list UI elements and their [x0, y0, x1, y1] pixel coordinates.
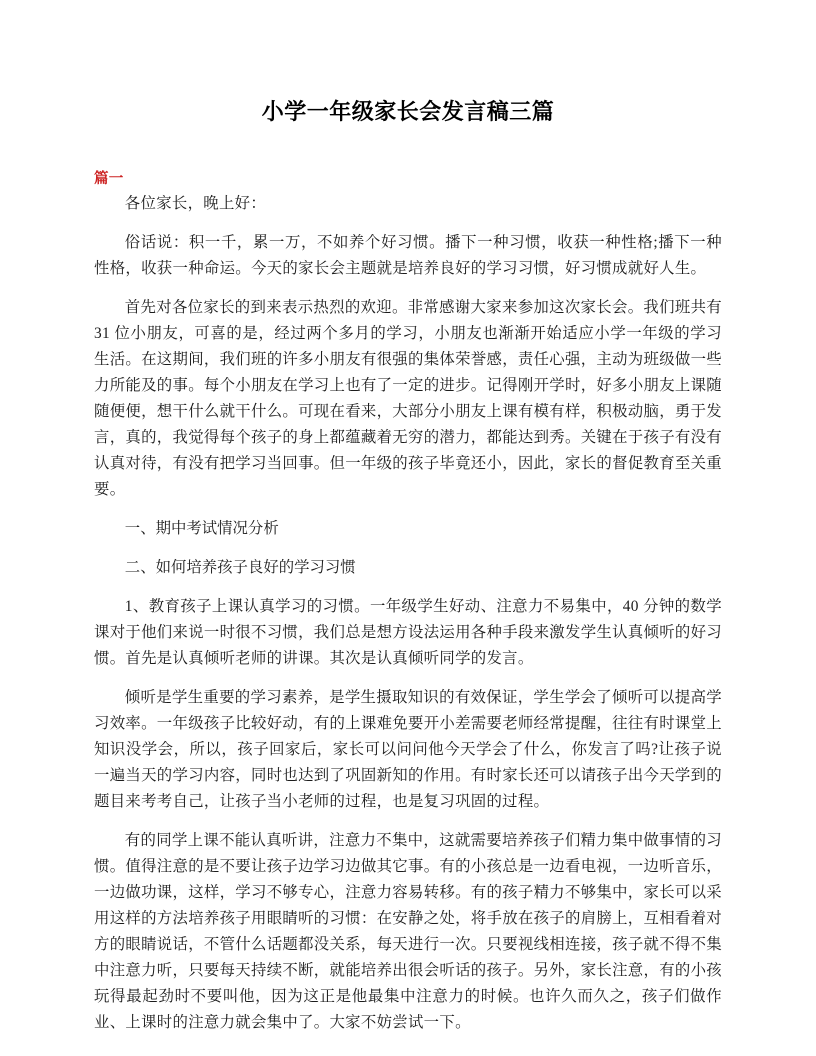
paragraph-listening: 倾听是学生重要的学习素养，是学生摄取知识的有效保证，学生学会了倾听可以提高学习效率。一年级孩子比较好动，有的上课难免要开小差需要老师经常提醒，往往有时课堂上知识没学会，所以，孩子回家后，家长可以问问他今天学会了什么，你发言了吗?让孩子说一遍当天的学习内容，同时也达到了巩固新知的作用。有时家长还可以请孩子出今天学到的题目来考考自己，让孩子当小老师的过程，也是复习巩固的过程。: [94, 689, 722, 810]
section-marker-pian-yi: 篇一: [94, 171, 124, 187]
paragraph-attention: 有的同学上课不能认真听讲，注意力不集中，这就需要培养孩子们精力集中做事情的习惯。值得注意的是不要让孩子边学习边做其它事。有的小孩总是一边看电视，一边听音乐，一边做功课，这样，学习不够专心，注意力容易转移。有的孩子精力不够集中，家长可以采用这样的方法培养孩子用眼睛听的习惯：在安静之处，将手放在孩子的肩膀上，互相看着对方的眼睛说话，不管什么话题都没关系，每天进行一次。只要视线相连接，孩子就不得不集中注意力听，只要每天持续不断，就能培养出很会听话的孩子。另外，家长注意，有的小孩玩得最起劲时不要叫他，因为这正是他最集中注意力的时候。也许久而久之，孩子们做作业、上课时的注意力就会集中了。大家不妨尝试一下。: [94, 832, 722, 1031]
paragraph-habit-one: 1、教育孩子上课认真学习的习惯。一年级学生好动、注意力不易集中，40 分钟的数学课对于他们来说一时很不习惯，我们总是想方设法运用各种手段来激发学生认真倾听的好习惯。首先是认真倾听老师的讲课。其次是认真倾听同学的发言。: [94, 598, 722, 667]
page-title: 小学一年级家长会发言稿三篇: [261, 99, 555, 124]
paragraph-welcome: 首先对各位家长的到来表示热烈的欢迎。非常感谢大家来参加这次家长会。我们班共有 31 位小朋友，可喜的是，经过两个多月的学习，小朋友也渐渐开始适应小学一年级的学习生活。在这期间，我们班的许多小朋友有很强的集体荣誉感，责任心强，主动为班级做一些力所能及的事。每个小朋友在学习上也有了一定的进步。记得刚开学时，好多小朋友上课随随便便，想干什么就干什么。可现在看来，大部分小朋友上课有模有样，积极动脑，勇于发言，真的，我觉得每个孩子的身上都蕴藏着无穷的潜力，都能达到秀。关键在于孩子有没有认真对待，有没有把学习当回事。但一年级的孩子毕竟还小，因此，家长的督促教育至关重要。: [94, 299, 722, 498]
paragraph-greeting: 各位家长，晚上好：: [124, 195, 267, 212]
document-body: [94, 170, 722, 1036]
list-item-section-two: 二、如何培养孩子良好的学习习惯: [124, 559, 356, 576]
paragraph-proverb: 俗话说：积一千，累一万，不如养个好习惯。播下一种习惯，收获一种性格;播下一种性格，收获一种命运。今天的家长会主题就是培养良好的学习习惯，好习惯成就好人生。: [94, 234, 722, 277]
list-item-section-one: 一、期中考试情况分析: [124, 520, 279, 537]
